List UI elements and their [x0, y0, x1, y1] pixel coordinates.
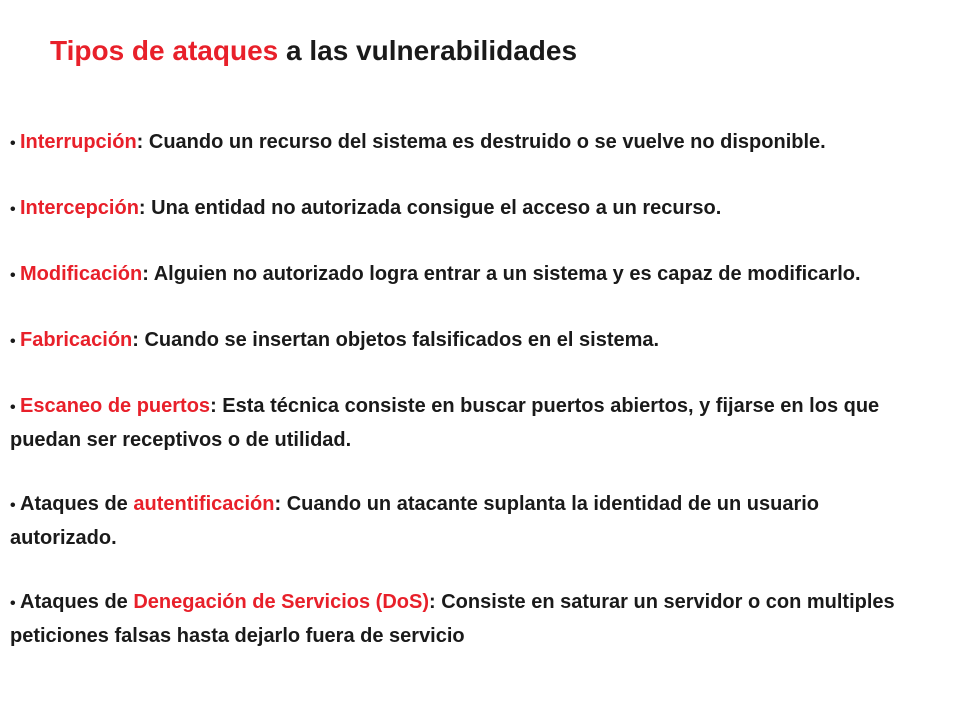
item-term: autentificación: [133, 493, 275, 515]
bullet-icon: •: [10, 201, 16, 218]
list-item-fabricacion: [10, 324, 930, 358]
list-item-modificacion: [10, 258, 930, 292]
attack-list: [10, 126, 930, 652]
list-item-escaneo-de-puertos: [10, 390, 930, 456]
item-description: : Consiste en saturar un servidor o con multiples peticiones falsas hasta dejarlo fuera de servicio: [10, 591, 895, 647]
item-description: : Cuando un recurso del sistema es destruido o se vuelve no disponible.: [136, 131, 826, 153]
list-item-intercepcion: [10, 192, 930, 226]
item-description: : Cuando un atacante suplanta la identidad de un usuario autorizado.: [10, 493, 820, 549]
list-item-autentificacion: [10, 488, 930, 554]
item-term: Denegación de Servicios (DoS): [133, 591, 429, 613]
bullet-icon: •: [10, 267, 16, 284]
bullet-icon: •: [10, 399, 16, 416]
slide-title: [50, 33, 577, 69]
bullet-icon: •: [10, 135, 16, 152]
item-prefix: Ataques de: [20, 493, 134, 515]
item-description: : Esta técnica consiste en buscar puertos abiertos, y fijarse en los que puedan ser receptivos o de utilidad.: [10, 395, 880, 451]
item-term: Intercepción: [20, 197, 139, 219]
bullet-icon: •: [10, 595, 16, 612]
item-term: Escaneo de puertos: [20, 395, 211, 417]
title-highlight: Tipos de ataques: [50, 35, 279, 66]
item-term: Fabricación: [20, 329, 133, 351]
bullet-icon: •: [10, 497, 16, 514]
item-prefix: Ataques de: [20, 591, 134, 613]
item-description: : Una entidad no autorizada consigue el acceso a un recurso.: [138, 197, 722, 219]
title-rest: a las vulnerabilidades: [278, 35, 578, 66]
item-description: : Cuando se insertan objetos falsificados en el sistema.: [132, 329, 660, 351]
list-item-denegacion-de-servicios: [10, 586, 930, 652]
item-description: : Alguien no autorizado logra entrar a un sistema y es capaz de modificarlo.: [142, 263, 861, 285]
item-term: Modificación: [20, 263, 143, 285]
list-item-interrupcion: [10, 126, 930, 160]
item-term: Interrupción: [20, 131, 137, 153]
bullet-icon: •: [10, 333, 16, 350]
